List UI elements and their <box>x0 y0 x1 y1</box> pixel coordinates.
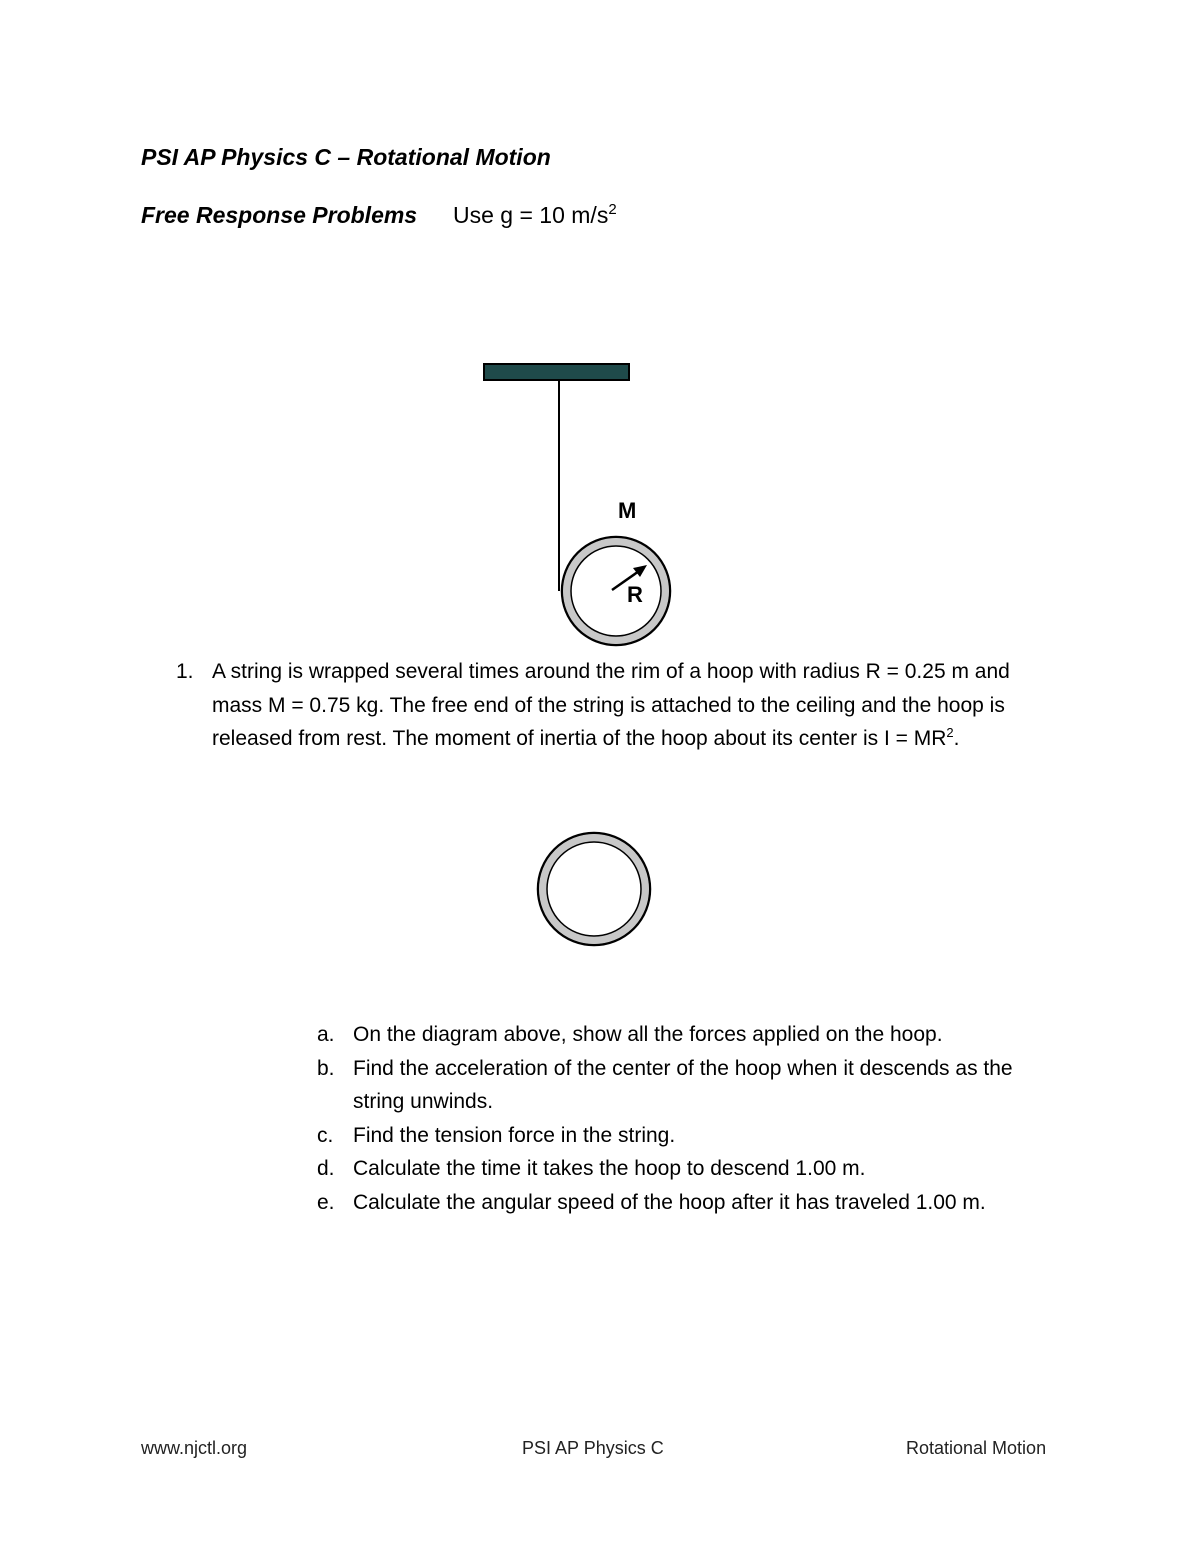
ceiling-bar <box>484 364 629 380</box>
part-c <box>317 1119 1057 1153</box>
mass-label: M <box>618 498 637 523</box>
problem-1 <box>176 655 1056 756</box>
problem-text <box>212 655 1056 756</box>
part-text: Calculate the angular speed of the hoop after it has traveled 1.00 m. <box>353 1190 986 1214</box>
part-label: e. <box>317 1190 335 1214</box>
problem-exponent: 2 <box>946 725 954 740</box>
problem-number: 1. <box>176 660 194 683</box>
part-text: Find the tension force in the string. <box>353 1123 676 1147</box>
page-title: PSI AP Physics C – Rotational Motion <box>141 144 551 170</box>
part-text: Find the acceleration of the center of the hoop when it descends as the string unwinds. <box>353 1056 1013 1113</box>
part-b <box>317 1052 1057 1119</box>
part-e <box>317 1186 1057 1220</box>
part-text: Calculate the time it takes the hoop to descend 1.00 m. <box>353 1157 866 1180</box>
gravity-exponent: 2 <box>608 201 617 218</box>
radius-label: R <box>627 582 643 607</box>
footer-topic: Rotational Motion <box>906 1438 1047 1458</box>
footer-course: PSI AP Physics C <box>522 1438 664 1458</box>
part-d <box>317 1152 1057 1186</box>
part-a <box>317 1018 1057 1052</box>
problem-text-end: . <box>953 727 960 750</box>
part-label: d. <box>317 1157 335 1180</box>
fbd-hoop-inner-edge <box>547 842 641 936</box>
footer-website: www.njctl.org <box>141 1438 248 1458</box>
part-label: c. <box>317 1123 334 1147</box>
problem-text-main: A string is wrapped several times around the rim of a hoop with radius R = 0.25 m and mass M = 0.75 kg. The free end of the string is attached to the ceiling and the hoop is released from rest. The moment of inertia of the hoop about its center is I = MR <box>212 660 1010 750</box>
part-text: On the diagram above, show all the forces applied on the hoop. <box>353 1023 943 1046</box>
part-label: b. <box>317 1056 335 1080</box>
hoop-inner-edge <box>571 546 661 636</box>
gravity-note-text: Use g = 10 m/s <box>453 202 609 228</box>
part-label: a. <box>317 1023 335 1046</box>
section-title: Free Response Problems <box>141 202 418 228</box>
problem-parts-list <box>317 1018 1057 1219</box>
